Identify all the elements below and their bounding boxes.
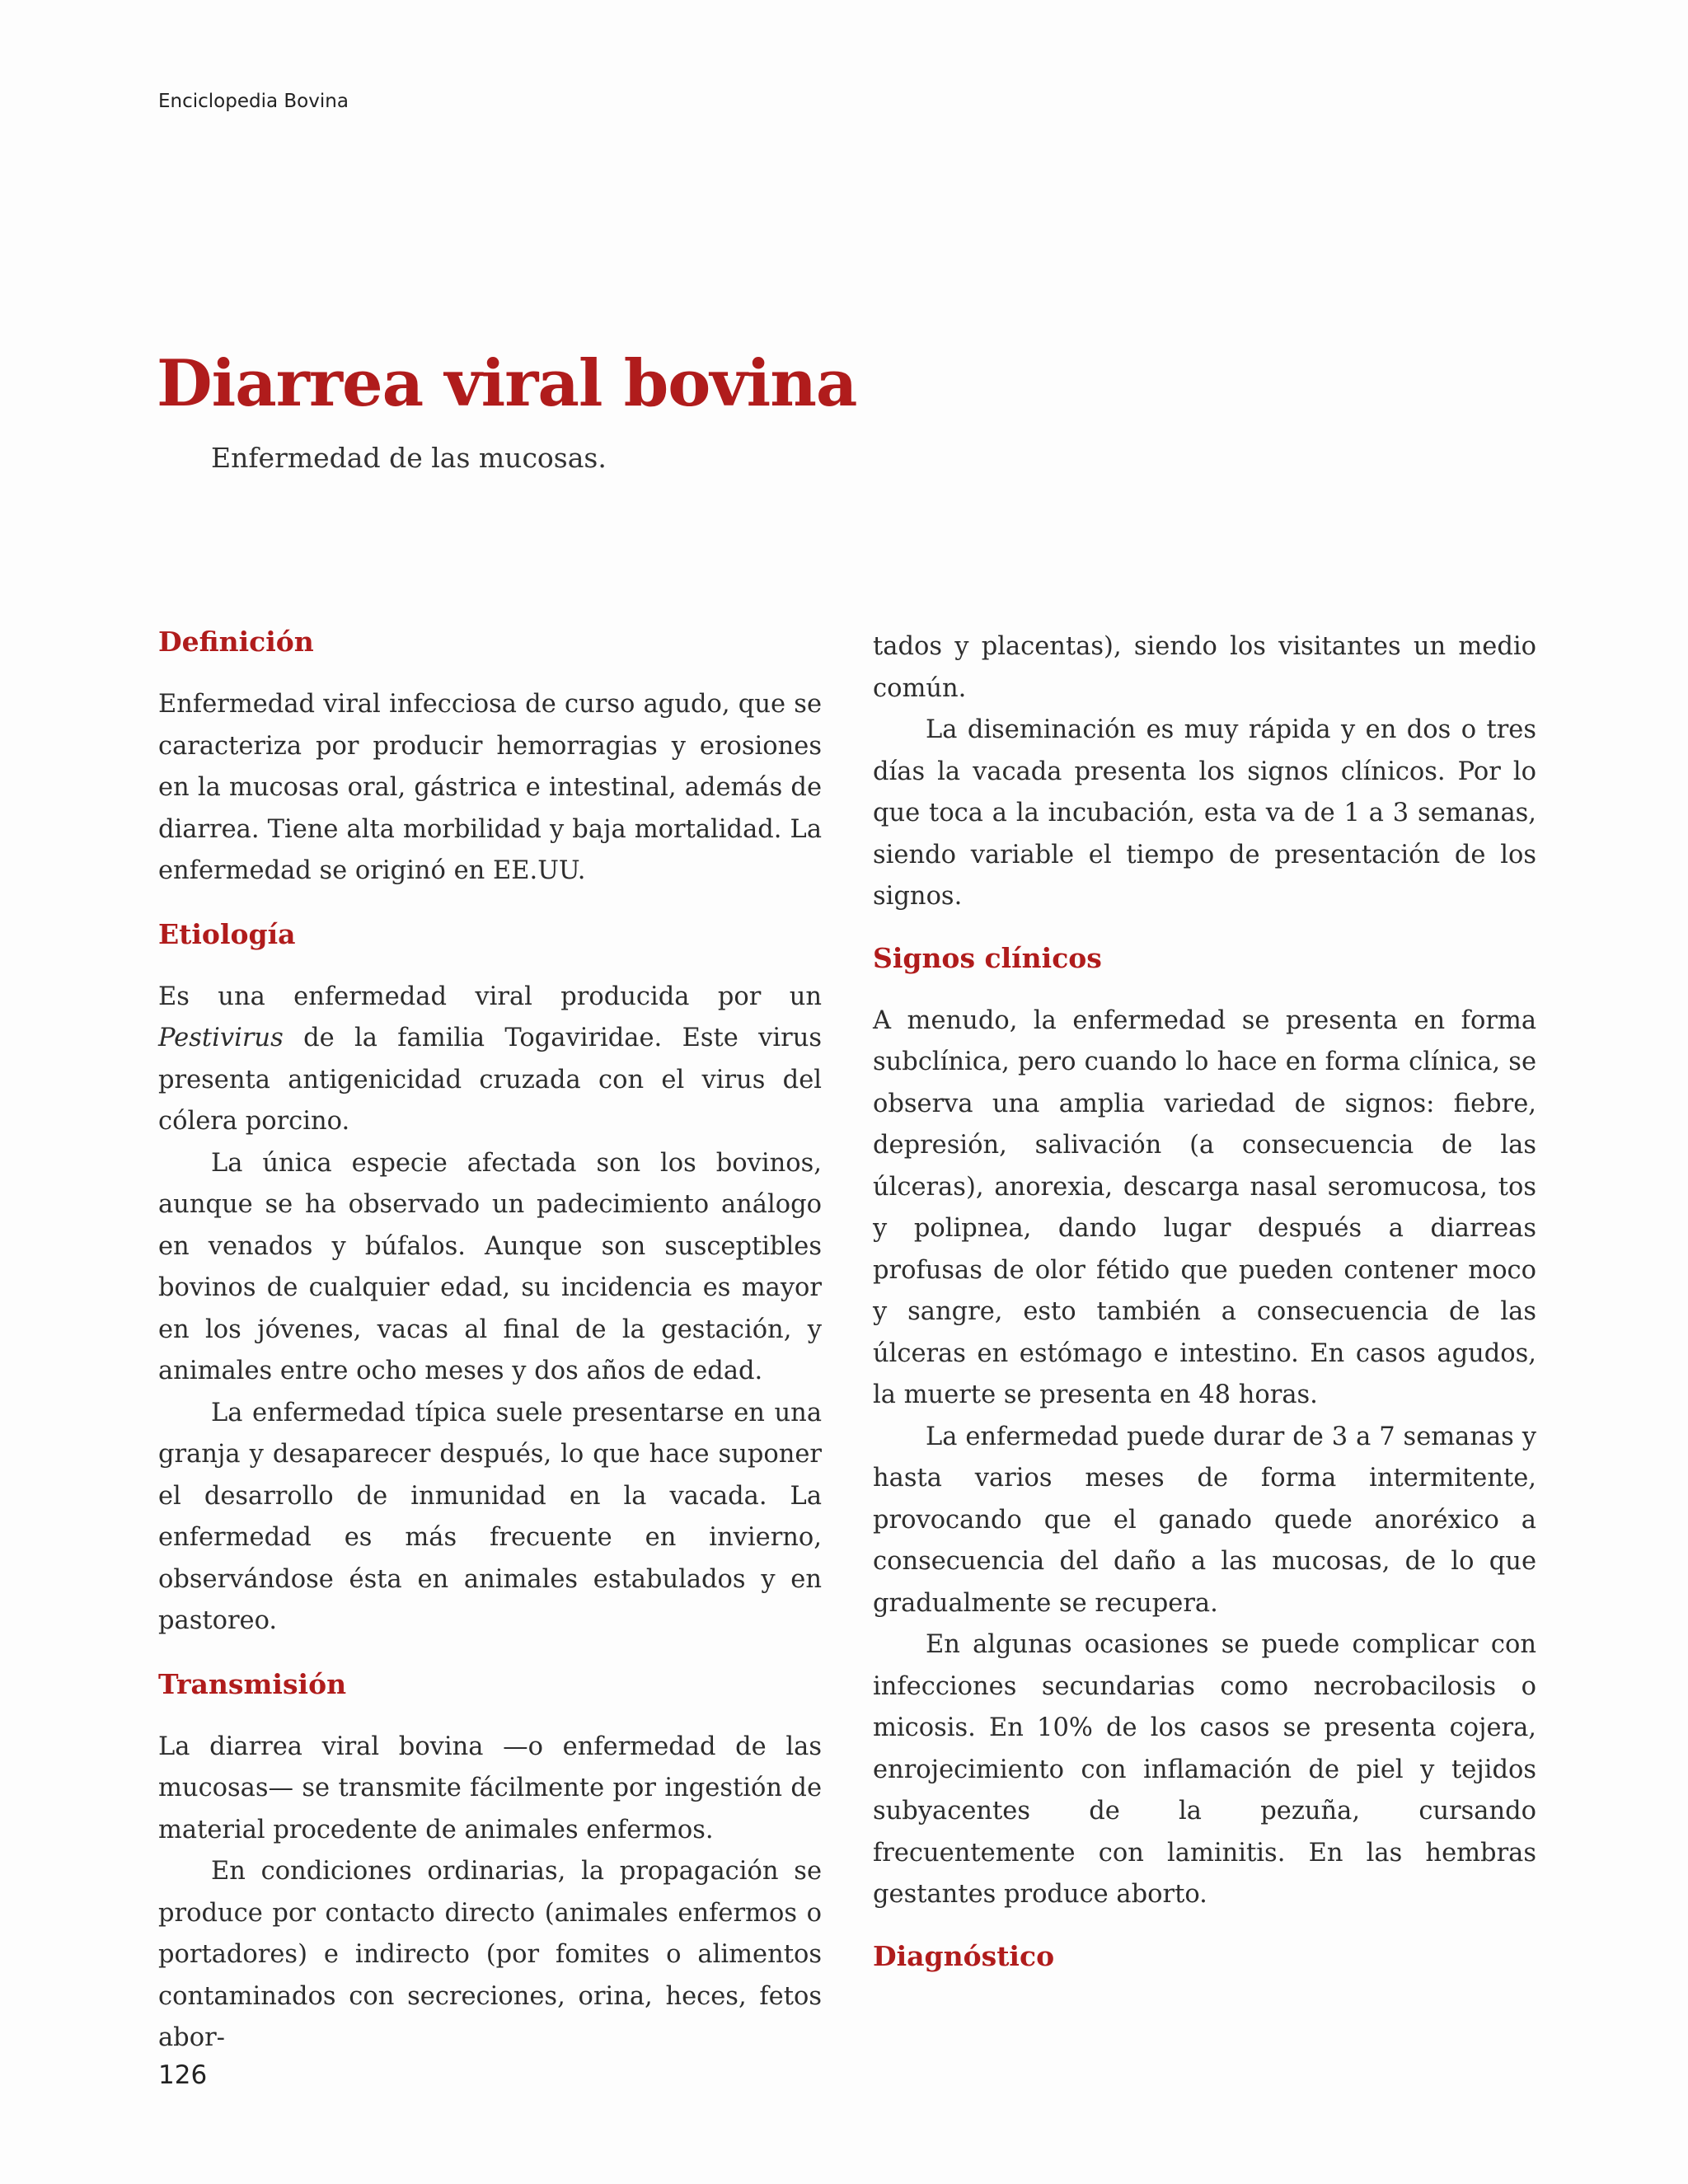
paragraph: En algunas ocasiones se puede complicar con infecciones secundarias como necrobacilosis o micosis. En 10% de los casos se presenta cojera, enrojecimiento con inflamación de piel y tejidos subyacentes de la pezuña, cursando frecuentemente con laminitis. En las hembras gestantes produce aborto.	[873, 1630, 1536, 1909]
left-column	[158, 620, 822, 2060]
section-heading-signos: Signos clínicos	[873, 941, 1102, 974]
paragraph: La diarrea viral bovina —o enfermedad de las mucosas— se transmite fácilmente por ingestión de material procedente de animales enfermos.	[158, 1732, 822, 1844]
paragraph: Enfermedad viral infecciosa de curso agudo, que se caracteriza por producir hemorragias y erosiones en la mucosas oral, gástrica e intestinal, además de diarrea. Tiene alta morbilidad y baja mortalidad. La enfermedad se originó en EE.UU.	[158, 690, 822, 885]
right-column	[873, 626, 1536, 1999]
paragraph: tados y placentas), siendo los visitantes un medio común.	[873, 632, 1536, 703]
section-heading-definicion: Definición	[158, 626, 314, 658]
section-heading-transmision: Transmisión	[158, 1667, 347, 1700]
section-heading-diagnostico: Diagnóstico	[873, 1939, 1055, 1972]
paragraph: La diseminación es muy rápida y en dos o tres días la vacada presenta los signos clínicos. Por lo que toca a la incubación, esta va de 1 a 3 semanas, siendo variable el tiempo de presentación de los signos.	[873, 715, 1536, 911]
article-title: Diarrea viral bovina	[157, 346, 857, 421]
paragraph: Es una enfermedad viral producida por un Pestivirus de la familia Togaviridae. Este virus presenta antigenicidad cruzada con el virus del cólera porcino.	[158, 982, 822, 1136]
paragraph: A menudo, la enfermedad se presenta en forma subclínica, pero cuando lo hace en forma clínica, se observa una amplia variedad de signos: fiebre, depresión, salivación (a consecuencia de las úlceras), anorexia, descarga nasal seromucosa, tos y polipnea, dando lugar después a diarreas profusas de olor fétido que pueden contener moco y sangre, esto también a consecuencia de las úlceras en estómago e intestino. En casos agudos, la muerte se presenta en 48 horas.	[873, 1005, 1536, 1409]
article-subtitle: Enfermedad de las mucosas.	[211, 442, 607, 474]
italic-genus: Pestivirus	[158, 1024, 284, 1052]
running-header: Enciclopedia Bovina	[158, 91, 349, 112]
paragraph: En condiciones ordinarias, la propagación se produce por contacto directo (animales enfermos o portadores) e indirecto (por fomites o alimentos contaminados con secreciones, orina, heces, fetos abor-	[158, 1857, 822, 2052]
paragraph: La enfermedad típica suele presentarse en una granja y desaparecer después, lo que hace suponer el desarrollo de inmunidad en la vacada. La enfermedad es más frecuente en invierno, observándose ésta en animales estabulados y en pastoreo.	[158, 1398, 822, 1635]
paragraph: La enfermedad puede durar de 3 a 7 semanas y hasta varios meses de forma intermitente, provocando que el ganado quede anoréxico a consecuencia del daño a las mucosas, de lo que gradualmente se recupera.	[873, 1422, 1536, 1618]
page-number: 126	[158, 2060, 208, 2090]
paragraph: La única especie afectada son los bovinos, aunque se ha observado un padecimiento análogo en venados y búfalos. Aunque son susceptibles bovinos de cualquier edad, su incidencia es mayor en los jóvenes, vacas al final de la gestación, y animales entre ocho meses y dos años de edad.	[158, 1148, 822, 1385]
section-heading-etiologia: Etiología	[158, 917, 296, 950]
